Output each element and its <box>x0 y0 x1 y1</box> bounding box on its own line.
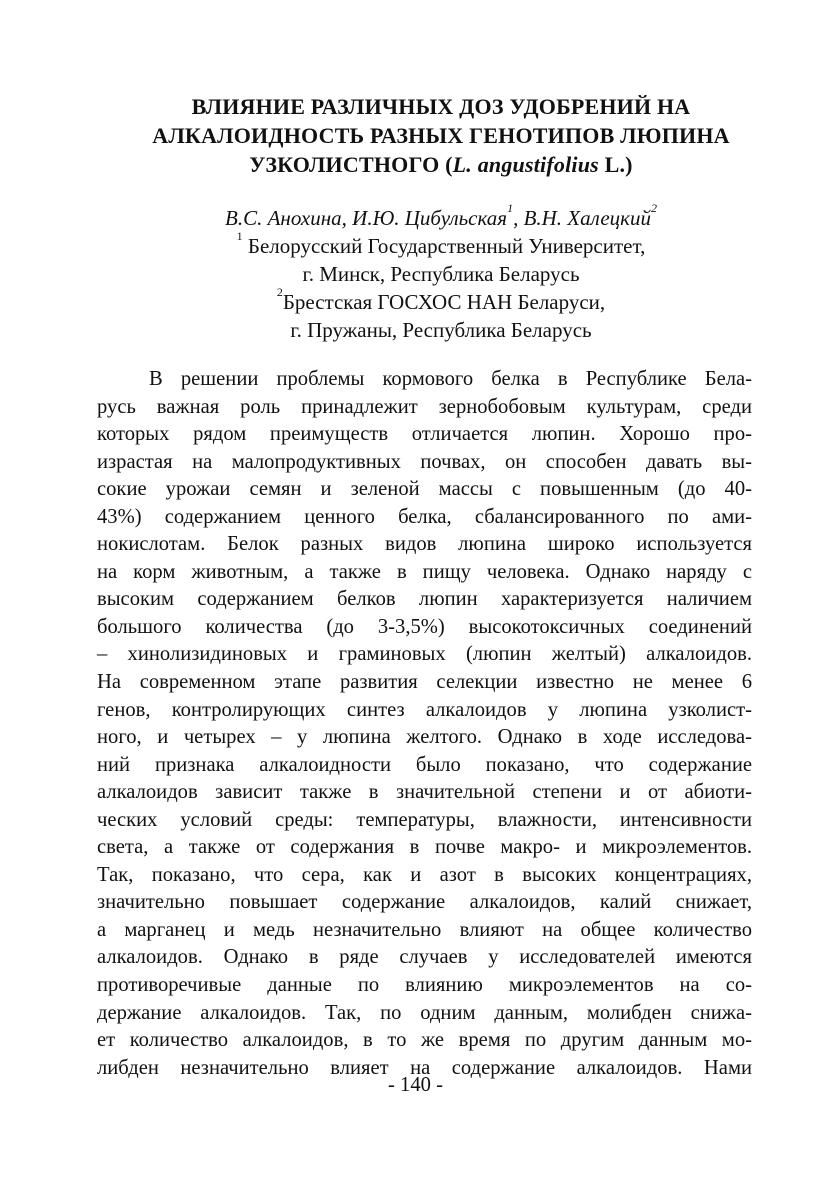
affiliation-2-text: Брестская ГОСХОС НАН Беларуси, <box>282 290 606 314</box>
body-line: русь важная роль принадлежит зернобобовым культурам, среди <box>97 395 752 418</box>
title-line-1: ВЛИЯНИЕ РАЗЛИЧНЫХ ДОЗ УДОБРЕНИЙ НА <box>191 94 691 119</box>
body-line: значительно повышает содержание алкалоидов, калий снижает, <box>97 891 752 914</box>
body-line: Так, показано, что сера, как и азот в высоких концентрациях, <box>97 863 752 886</box>
title-line-3 <box>96 150 786 179</box>
author-list <box>96 201 786 232</box>
author-affiliation-mark-1: 1 <box>507 201 514 215</box>
title-line-3-prefix: УЗКОЛИСТНОГО ( <box>249 152 453 177</box>
author-affiliation-mark-2: 2 <box>650 201 657 215</box>
affiliation-2-line-2: г. Пружаны, Республика Беларусь <box>290 318 592 342</box>
author-name-2: В.Н. Халецкий <box>523 206 651 230</box>
body-line: большого количества (до 3-3,5%) высокотоксичных соединений <box>97 615 752 638</box>
title-line-3-suffix: L.) <box>598 152 633 177</box>
body-line: 43%) содержанием ценного белка, сбалансированного по ами- <box>97 505 752 528</box>
body-line: На современном этапе развития селекции известно не менее 6 <box>97 671 752 694</box>
body-line: сокие урожаи семян и зеленой массы с повышенным (до 40- <box>97 478 752 501</box>
affiliation-1-line-1 <box>96 229 786 260</box>
body-line: держание алкалоидов. Так, по одним данным, молибден снижа- <box>97 1001 752 1024</box>
body-line: которых рядом преимуществ отличается люпин. Хорошо про- <box>97 423 752 446</box>
body-line: на корм животным, а также в пищу человека. Однако наряду с <box>97 560 752 583</box>
body-line: а марганец и медь незначительно влияют на общее количество <box>97 918 752 941</box>
affiliation-1-text: Белорусский Государственный Университет, <box>247 234 646 258</box>
title-species-latin: L. angustifolius <box>452 152 599 177</box>
body-line: нокислотам. Белок разных видов люпина широко используется <box>97 533 752 556</box>
body-line: генов, контролирующих синтез алкалоидов у люпина узколист- <box>97 698 752 721</box>
affiliation-1-line-2: г. Минск, Республика Беларусь <box>302 262 580 286</box>
page-number: - 140 - <box>388 1074 443 1096</box>
affiliation-mark-1: 1 <box>236 229 243 243</box>
body-line: алкалоидов. Однако в ряде случаев у исследователей имеются <box>97 946 752 969</box>
affiliation-mark-2: 2 <box>276 285 283 299</box>
body-paragraph <box>97 366 752 1082</box>
body-line: В решении проблемы кормового белка в Республике Бела- <box>149 368 752 390</box>
author-separator: , <box>513 206 524 230</box>
affiliation-2-line-1 <box>96 285 786 316</box>
body-line: ний признака алкалоидности было показано, что содержание <box>97 753 752 776</box>
author-names-1: В.С. Анохина, И.Ю. Цибульская <box>225 206 508 230</box>
body-line: ного, и четырех – у люпина желтого. Однако в ходе исследова- <box>97 726 752 749</box>
article-title <box>96 92 786 179</box>
body-line: высоким содержанием белков люпин характеризуется наличием <box>97 588 752 611</box>
body-line: ческих условий среды: температуры, влажности, интенсивности <box>97 808 752 831</box>
body-line: света, а также от содержания в почве макро- и микроэлементов. <box>97 836 752 859</box>
body-line: ет количество алкалоидов, в то же время по другим данным мо- <box>97 1029 752 1052</box>
title-line-2: АЛКАЛОИДНОСТЬ РАЗНЫХ ГЕНОТИПОВ ЛЮПИНА <box>152 123 730 148</box>
body-line: алкалоидов зависит также в значительной степени и от абиоти- <box>97 781 752 804</box>
body-line: израстая на малопродуктивных почвах, он способен давать вы- <box>97 450 752 473</box>
body-line: либден незначительно влияет на содержание алкалоидов. Нами <box>97 1056 752 1079</box>
body-line: – хинолизидиновых и граминовых (люпин желтый) алкалоидов. <box>97 643 752 666</box>
body-line: противоречивые данные по влиянию микроэлементов на со- <box>97 974 752 997</box>
